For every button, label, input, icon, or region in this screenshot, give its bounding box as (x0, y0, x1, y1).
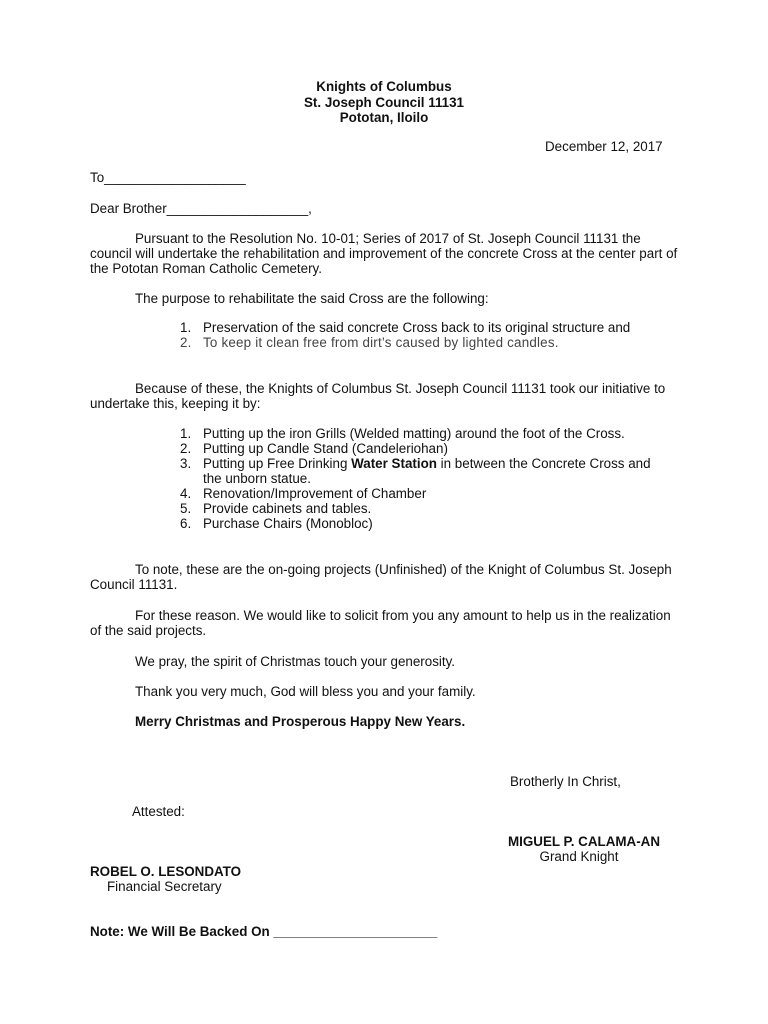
paragraph-resolution: Pursuant to the Resolution No. 10-01; Series of 2017 of St. Joseph Council 11131 the council will undertake the rehabilitation and improvement of the concrete Cross at the center part of the Pototan Roman Catholic Cemetery. (90, 231, 678, 276)
closing-line: Brotherly In Christ, (510, 774, 621, 789)
list-item (180, 426, 658, 441)
list-text-pre: Putting up Free Drinking (203, 456, 352, 471)
paragraph-initiative: Because of these, the Knights of Columbus St. Joseph Council 11131 took our initiative to undertake this, keeping it by: (90, 381, 666, 411)
signatory-title-grand-knight: Grand Knight (539, 849, 619, 864)
list-item (180, 456, 658, 486)
letterhead-location: Pototan, Iloilo (339, 110, 429, 125)
list-number: 2. (180, 335, 192, 350)
list-item (180, 516, 658, 531)
list-number: 3. (180, 456, 192, 471)
list-number: 4. (180, 486, 192, 501)
backed-on-note: Note: We Will Be Backed On ______________________ (90, 924, 438, 939)
letter-date: December 12, 2017 (545, 139, 663, 154)
list-text-post: in between the Concrete Cross and the unborn statue. (203, 456, 651, 486)
paragraph-note-projects: To note, these are the on-going projects (Unfinished) of the Knight of Columbus St. Joseph Council 11131. (90, 562, 672, 592)
paragraph-greeting: Merry Christmas and Prosperous Happy New Years. (135, 714, 466, 729)
list-item (180, 486, 658, 501)
list-number: 1. (180, 426, 192, 441)
list-number: 5. (180, 501, 192, 516)
list-text: Preservation of the said concrete Cross back to its original structure and (203, 320, 631, 335)
list-text: Renovation/Improvement of Chamber (203, 486, 427, 501)
paragraph-thanks: Thank you very much, God will bless you and your family. (135, 684, 476, 699)
to-line: To___________________ (90, 170, 246, 185)
purpose-list (180, 320, 658, 350)
signatory-title-financial-secretary: Financial Secretary (107, 879, 222, 894)
action-list (180, 426, 658, 531)
list-item (180, 441, 658, 456)
list-text: Putting up Candle Stand (Candeleriohan) (203, 441, 448, 456)
list-text-bold: Water Station (351, 456, 437, 471)
list-text: Provide cabinets and tables. (203, 501, 372, 516)
list-text: Putting up the iron Grills (Welded matting) around the foot of the Cross. (203, 426, 625, 441)
salutation: Dear Brother___________________, (90, 201, 312, 216)
signatory-name-financial-secretary: ROBEL O. LESONDATO (90, 864, 242, 879)
list-item (180, 335, 658, 350)
letterhead-org: Knights of Columbus (316, 79, 452, 94)
paragraph-pray: We pray, the spirit of Christmas touch your generosity. (135, 654, 456, 669)
signatory-name-grand-knight: MIGUEL P. CALAMA-AN (507, 834, 660, 849)
list-number: 1. (180, 320, 192, 335)
list-number: 6. (180, 516, 192, 531)
paragraph-solicit: For these reason. We would like to solicit from you any amount to help us in the realization of the said projects. (90, 608, 671, 638)
list-item (180, 320, 658, 335)
list-item (180, 501, 658, 516)
letterhead-council: St. Joseph Council 11131 (303, 95, 464, 110)
list-text: Purchase Chairs (Monobloc) (203, 516, 373, 531)
attested-label: Attested: (132, 804, 185, 819)
list-number: 2. (180, 441, 192, 456)
paragraph-purpose-intro: The purpose to rehabilitate the said Cross are the following: (135, 291, 489, 306)
list-text: To keep it clean free from dirt’s caused by lighted candles. (203, 335, 559, 350)
